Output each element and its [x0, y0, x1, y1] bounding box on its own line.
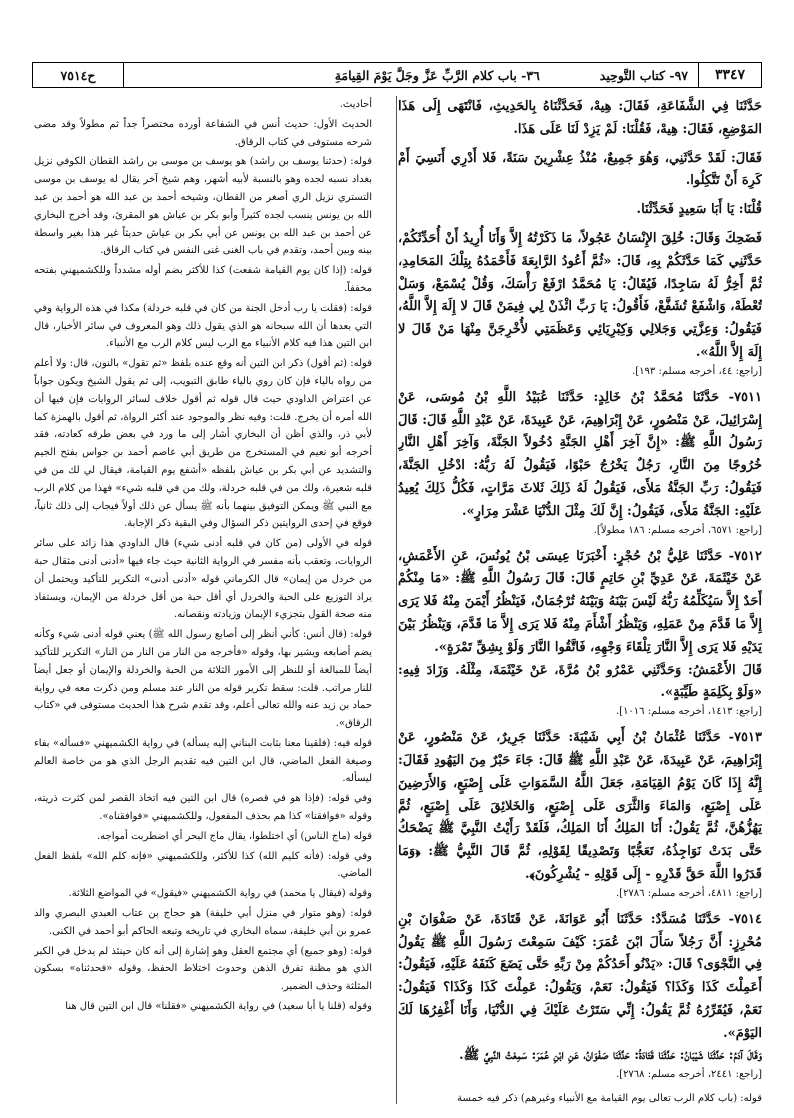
- reference-note: [راجع: ١٤١٣، أخرجه مسلم: ١٠١٦].: [615, 706, 762, 718]
- commentary-paragraph: قوله فيه: (فلقينا معنا بثابت البناني إليه يسأله) في رواية الكشميهني «فسأله» بفاء وصيغة الفعل الماضي، قال ابن التين فيه تقديم الرجل الذي هو من خاصة العالم ليسأله.: [34, 737, 372, 785]
- hadith-7512: ٧٥١٢- حَدَّثَنَا عَلِيُّ بْنُ حُجْرٍ: أَخْبَرَنَا عِيسَى بْنُ يُونُسَ، عَنِ الأَعْمَشِ، عَنْ خَيْثَمَةَ، عَنْ عَدِيِّ بْنِ حَاتِمٍ قَالَ: قَالَ رَسُولُ اللَّهِ ﷺ: «مَا مِنْكُمْ أَحَدٌ إِلاَّ سَيُكَلِّمُهُ رَبُّهُ لَيْسَ بَيْنَهُ وَبَيْنَهُ تُرْجُمَانٌ، فَيَنْظُرُ أَيْمَنَ مِنْهُ فَلا يَرَى إِلاَّ مَا قَدَّمَ مِنْ عَمَلِهِ، وَيَنْظُرُ أَشْأَمَ مِنْهُ فَلا يَرَى إِلاَّ مَا قَدَّمَ، وَيَنْظُرُ بَيْنَ يَدَيْهِ فَلا يَرَى إِلاَّ النَّارَ تِلْقَاءَ وَجْهِهِ، فَاتَّقُوا النَّارَ وَلَوْ بِشِقِّ تَمْرَةٍ».: [398, 548, 762, 655]
- commentary-paragraph: قوله (ماج الناس) أي اختلطوا، يقال ماج البحر أي اضطربت أمواجه.: [97, 830, 372, 842]
- chapter-title: ٣٦- باب كلام الرَّبِّ عَزَّ وجَلَّ يَوْمَ القِيامَةِ: [334, 67, 540, 83]
- commentary-paragraph: قوله: (وهو متوار في منزل أبي خليفة) هو حجاج بن عتاب العبدي البصري والد عمرو بن أبي خليفة، سماه البخاري في تاريخه وتبعه الحاكم أبو أحمد في الكنى.: [34, 908, 372, 937]
- hadith-paragraph: قُلْنَا: يَا أَبَا سَعِيدٍ فَحَدِّثْنَا.: [636, 202, 762, 218]
- commentary-paragraph: قوله: (حدثنا يوسف بن راشد) هو يوسف بن موسى بن راشد القطان الكوفي نزيل بغداد نسبه لجده وهو بالنسبة لأبيه أشهر، وهم شيخ آخر يقال له يوسف بن موسى التستري نزيل الري أصغر من القطان، وشيخه أحمد بن عبد الله هو أحمد بن عبد الله بن يونس ينسب لجده كثيراً وأبو بكر بن عياش هو المقرئ، وقد أخرج البخاري عن أحمد بن عبد الله بن يونس عن أبي بكر بن عياش حديثاً غير هذا بغير واسطة بينه وبين أحمد، وتقدم في باب الغنى غنى النفس في كتاب الرقاق.: [34, 156, 372, 257]
- hadith-paragraph: فَضَحِكَ وَقَالَ: خُلِقَ الإِنْسَانُ عَجُولاً، مَا ذَكَرْتُهُ إِلاَّ وَأَنَا أُرِيدُ أَنْ أُحَدِّثَكُمْ، حَدَّثَنِي كَمَا حَدَّثَكُمْ بِهِ، قَالَ: «ثُمَّ أَعُودُ الرَّابِعَةَ فَأَحْمَدُهُ بِتِلْكَ المَحَامِدِ، ثُمَّ أَخِرُّ لَهُ سَاجِدًا، فَيُقَالُ: يَا مُحَمَّدُ ارْفَعْ رَأْسَكَ، وَقُلْ يُسْمَعْ، وَسَلْ تُعْطَهْ، وَاشْفَعْ تُشَفَّعْ، فَأَقُولُ: يَا رَبِّ ائْذَنْ لِي فِيمَنْ قَالَ لا إِلَهَ إِلاَّ اللَّهُ، فَيَقُولُ: وَعِزَّتِي وَجَلالِي وَكِبْرِيَائِي وَعَظَمَتِي لأُخْرِجَنَّ مِنْهَا مَنْ قَالَ لا إِلَهَ إِلاَّ اللَّهُ».: [398, 230, 762, 360]
- hadith-paragraph: حَدَّثَنَا فِي الشَّفَاعَةِ، فَقَالَ: هِيهْ، فَحَدَّثْنَاهُ بِالحَدِيثِ، فَانْتَهَى إِلَى هَذَا المَوْضِعِ، فَقَالَ: هِيهْ، فَقُلْنَا: لَمْ يَزِدْ لَنَا عَلَى هَذَا.: [398, 99, 762, 137]
- page-header: [32, 62, 762, 88]
- hadith-paragraph: فَقَالَ: لَقَدْ حَدَّثَنِي، وَهُوَ جَمِيعٌ، مُنْذُ عِشْرِينَ سَنَةً، فَلا أَدْرِي أَنَسِيَ أَمْ كَرِهَ أَنْ تَتَّكِلُوا.: [398, 150, 762, 189]
- commentary-paragraph: أحاديث.: [339, 99, 372, 110]
- commentary-paragraph: الحديث الأول: حديث أنس في الشفاعة أورده مختصراً جداً ثم مطولاً وقد مضى شرحه مستوفى في كتاب الرقاق.: [34, 118, 372, 148]
- reference-note: [راجع: ٢٤٤١، أخرجه مسلم: ٢٧٦٨].: [615, 1069, 762, 1081]
- hadith-range: ح٧٥١٤: [33, 63, 124, 87]
- reference-note: [راجع: ٤٨١١، أخرجه مسلم: ٢٧٨٦].: [615, 887, 762, 899]
- commentary-paragraph: قوله: (وهو جميع) أي مجتمع العقل وهو إشارة إلى أنه كان حينئذ لم يدخل في الكبر الذي هو مظنة تفرق الذهن وحدوث اختلاط الحفظ، وقوله «فحدثناه» بسكون المثلثة وحذف الضمير.: [34, 945, 372, 993]
- hadith-7512-addition: قَالَ الأَعْمَشُ: وَحَدَّثَنِي عَمْرُو بْنُ مُرَّةَ، عَنْ خَيْثَمَةَ، مِثْلَهُ. وَزَادَ فِيهِ: «وَلَوْ بِكَلِمَةٍ طَيِّبَةٍ».: [398, 662, 762, 701]
- commentary-column: [34, 96, 372, 1106]
- commentary-paragraph: وقوله (فيقال يا محمد) في رواية الكشميهني «فيقول» في المواضع الثلاثة.: [68, 888, 372, 900]
- hadith-7513: ٧٥١٣- حَدَّثَنَا عُثْمَانُ بْنُ أَبِي شَيْبَةَ: حَدَّثَنَا جَرِيرٌ، عَنْ مَنْصُورٍ، عَنْ إِبْرَاهِيمَ، عَنْ عَبِيدَةَ، عَنْ عَبْدِ اللَّهِ ﷺ قَالَ: جَاءَ حَبْرٌ مِنَ اليَهُودِ فَقَالَ: إِنَّهُ إِذَا كَانَ يَوْمُ القِيَامَةِ، جَعَلَ اللَّهُ السَّمَوَاتِ عَلَى إِصْبَعٍ، وَالأَرَضِينَ عَلَى إِصْبَعٍ، وَالمَاءَ وَالثَّرَى عَلَى إِصْبَعٍ، وَالخَلائِقَ عَلَى إِصْبَعٍ، ثُمَّ يَهُزُّهُنَّ، ثُمَّ يَقُولُ: أَنَا المَلِكُ أَنَا المَلِكُ، فَلَقَدْ رَأَيْتُ النَّبِيَّ ﷺ يَضْحَكُ حَتَّى بَدَتْ نَوَاجِذُهُ، تَعَجُّبًا وَتَصْدِيقًا لِقَوْلِهِ، ثُمَّ قَالَ النَّبِيُّ ﷺ: ﴿وَمَا قَدَرُوا اللَّهَ حَقَّ قَدْرِهِ - إِلَى قَوْلِهِ - يُشْرِكُونَ﴾.: [398, 730, 762, 882]
- hadith-7511: ٧٥١١- حَدَّثَنَا مُحَمَّدُ بْنُ خَالِدٍ: حَدَّثَنَا عُبَيْدُ اللَّهِ بْنُ مُوسَى، عَنْ إِسْرَائِيلَ، عَنْ مَنْصُورٍ، عَنْ إِبْرَاهِيمَ، عَنْ عَبِيدَةَ، عَنْ عَبْدِ اللَّهِ قَالَ: قَالَ رَسُولُ اللَّهِ ﷺ: «إِنَّ آخِرَ أَهْلِ الجَنَّةِ دُخُولاً الجَنَّةَ، وَآخِرَ أَهْلِ النَّارِ خُرُوجًا مِنَ النَّارِ، رَجُلٌ يَخْرُجُ حَبْوًا، فَيَقُولُ لَهُ رَبُّهُ: ادْخُلِ الجَنَّةَ، فَيَقُولُ: رَبِّ الجَنَّةُ مَلأَى، فَيَقُولُ لَهُ ذَلِكَ ثَلاثَ مَرَّاتٍ، فَكُلُّ ذَلِكَ يُعِيدُ عَلَيْهِ: الجَنَّةُ مَلأَى، فَيَقُولُ: إِنَّ لَكَ مِثْلَ الدُّنْيَا عَشْرَ مِرَارٍ».: [398, 389, 762, 519]
- book-title: ٩٧- كتاب التَّوحِيد: [599, 67, 688, 83]
- commentary-paragraph: قوله: (قال أنس: كأني أنظر إلى أصابع رسول الله ﷺ) يعني قوله أدنى شيء وكأنه يضم أصابعه ويشير بها، وقوله «فأخرجه من النار من النار من النار» التكرير للتأكيد أيضاً للمبالغة أو للنظر إلى الأمور الثلاثة من الحبة والخردلة والإيمان أو جعل أيضاً للنار مراتب. قلت: سقط تكرير قوله من النار عند مسلم ومن ذكرت معه في رواية حماد بن زيد عنه والله تعالى أعلم، وقد تقدم شرح هذا الحديث مستوفى في «كتاب الرقاق».: [34, 629, 372, 730]
- reference-note: [راجع: ٦٥٧١، أخرجه مسلم: ١٨٦ مطولاً].: [593, 524, 762, 536]
- hadith-7514: ٧٥١٤- حَدَّثَنَا مُسَدَّدٌ: حَدَّثَنَا أَبُو عَوَانَةَ، عَنْ قَتَادَةَ، عَنْ صَفْوَانَ بْنِ مُحْرِزٍ: أَنَّ رَجُلاً سَأَلَ ابْنَ عُمَرَ: كَيْفَ سَمِعْتَ رَسُولَ اللَّهِ ﷺ يَقُولُ فِي النَّجْوَى؟ قَالَ: «يَدْنُو أَحَدُكُمْ مِنْ رَبِّهِ حَتَّى يَضَعَ كَنَفَهُ عَلَيْهِ، فَيَقُولُ: أَعَمِلْتَ كَذَا وَكَذَا؟ فَيَقُولُ: نَعَمْ، وَيَقُولُ: عَمِلْتَ كَذَا وَكَذَا؟ فَيَقُولُ: نَعَمْ، فَيُقَرِّرُهُ ثُمَّ يَقُولُ: إِنِّي سَتَرْتُ عَلَيْكَ فِي الدُّنْيَا، وَأَنَا أَغْفِرُهَا لَكَ اليَوْمَ».: [398, 911, 762, 1041]
- commentary-paragraph: قوله: (إذا كان يوم القيامة شفعت) كذا للأكثر بضم أوله مشدداً وللكشميهني بفتحه مخففاً.: [34, 265, 372, 294]
- commentary-paragraph: قوله: (ثم أقول) ذكر ابن التين أنه وقع عنده بلفظ «ثم تقول» بالنون، قال: ولا أعلم من رواه بالياء فإن كان روي بالياء طابق التبويب، إلى ثم يقول الشيخ ويكون جواباً عن اعتراض الداودي حيث قال قوله ثم أقول خلاف لسائر الروايات فإن فيها أن الله أمره أن يخرج. قلت: وفيه نظر والموجود عند أكثر الرواة، ثم أقول بالهمزة كما لأبي ذر، والذي أظن أن البخاري أشار إلى ما ورد في بعض طرقه كعادته، فقد أخرجه أبو نعيم في المستخرج من طريق أبي عاصم أحمد بن جواس بفتح الجيم والتشديد عن أبي بكر بن عياش بلفظه «أشفع يوم القيامة، فيقال لي لك من في قلبه شعيرة، ولك من في قلبه خردلة، ولك من في قلبه شيء» فهذا من كلام الرب مع النبي ﷺ ويمكن التوفيق بينهما بأنه ﷺ يسأل عن ذلك أولاً فيجاب إلى ذلك ثانياً، فوقع في إحدى الروايتين ذكر السؤال وفي البقية ذكر الإجابة.: [34, 358, 372, 530]
- hadith-text-column: [398, 96, 762, 1106]
- page-number: ٣٣٤٧: [714, 67, 746, 83]
- commentary-paragraph: قوله: (فقلت يا رب أدخل الجنة من كان في قلبه خردلة) مكذا في هذه الرواية وفي التي بعدها أن الله سبحانه هو الذي يقول ذلك وهو المعروف في سائر الأخبار، قال ابن التين هذا فيه كلام الأنبياء مع الرب ليس كلام الرب مع الأنبياء.: [34, 302, 372, 350]
- hadith-7514-addition: وَقَالَ آدَمُ: حَدَّثَنَا شَيْبَانُ: حَدَّثَنَا قَتَادَةُ: حَدَّثَنَا صَفْوَانُ، عَنِ ابْنِ عُمَرَ: سَمِعْتُ النَّبِيَّ ﷺ.: [459, 1048, 762, 1064]
- commentary-paragraph: وقوله (قلنا يا أبا سعيد) في رواية الكشميهني «فقلنا» قال ابن التين قال هنا: [65, 1001, 372, 1013]
- commentary-paragraph: قوله في الأولى (من كان في قلبه أدنى شيء) قال الداودي هذا زائد على سائر الروايات، وتعقب بأنه مفسر في الرواية الثانية حيث جاء فيها «أدنى أدنى مثقال حبة من خردل من إيمان» قال الكرماني قوله «أدنى أدنى» التكرير للتأكيد ويحتمل أن يراد التوزيع على الحبة والخردل أي أقل حبة من أقل خردلة من الإيمان، ويستفاد منه صحة القول بتجزيء الإيمان وزيادته ونقصانه.: [34, 538, 372, 621]
- reference-note: [راجع: ٤٤، أخرجه مسلم: ١٩٣].: [632, 365, 762, 377]
- column-divider: [396, 96, 397, 1104]
- commentary-paragraph: وفي قوله: (فأنه كليم الله) كذا للأكثر، وللكشميهني «فإنه كلم الله» بلفظ الفعل الماضي.: [34, 850, 372, 880]
- commentary-paragraph: وفي قوله: (فإذا هو في قصره) قال ابن التين فيه اتخاذ القصر لمن كثرت ذريته، وقوله «فوافقنا» كذا هم بحذف المفعول، وللكشميهني «فوافقناه».: [34, 793, 372, 823]
- commentary-start: قوله: (باب كلام الرب تعالى يوم القيامة مع الأنبياء وغيرهم) ذكر فيه خمسة: [457, 1093, 762, 1105]
- running-title: [123, 63, 699, 87]
